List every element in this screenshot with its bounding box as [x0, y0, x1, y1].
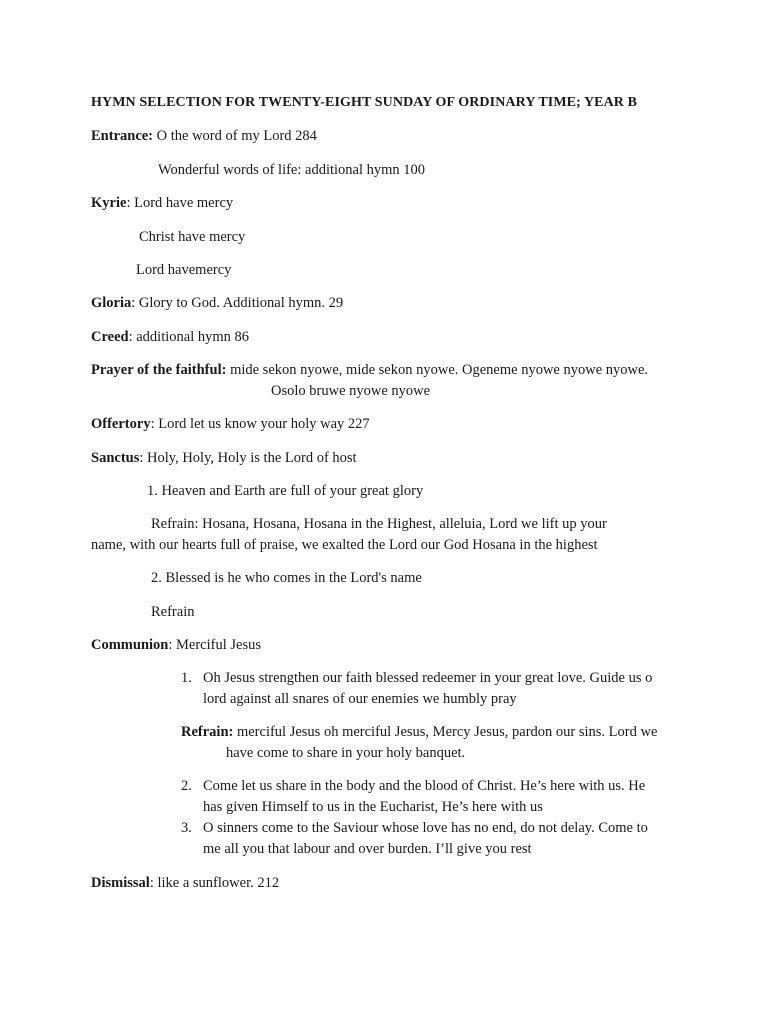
entrance-line: [91, 127, 317, 145]
sanctus-line: [91, 449, 357, 467]
communion-refrain-text: merciful Jesus oh merciful Jesus, Mercy Jesus, pardon our sins. Lord we: [233, 724, 658, 740]
sanctus-refrain: Refrain: [151, 604, 195, 620]
communion-line: [91, 636, 261, 654]
communion-item-2-line-1: Come let us share in the body and the blood of Christ. He’s here with us. He: [203, 778, 646, 794]
communion-refrain-line-1: [181, 723, 657, 741]
list-number: 3.: [181, 820, 192, 836]
prayer-line-2: Osolo bruwe nyowe nyowe: [271, 383, 431, 399]
communion-refrain-line-2: have come to share in your holy banquet.: [226, 745, 466, 761]
gloria-text: : Glory to God. Additional hymn. 29: [131, 295, 344, 311]
sanctus-refrain-line-2: name, with our hearts full of praise, we exalted the Lord our God Hosana in the highest: [91, 537, 598, 553]
offertory-text: : Lord let us know your holy way 227: [150, 416, 370, 432]
communion-item-3-line-2: me all you that labour and over burden. I’ll give you rest: [203, 841, 532, 857]
sanctus-text: : Holy, Holy, Holy is the Lord of host: [139, 450, 357, 466]
communion-refrain-label: Refrain:: [181, 724, 234, 740]
creed-label: Creed: [91, 329, 129, 345]
list-number: 2.: [181, 778, 192, 794]
kyrie-line-2: Christ have mercy: [139, 229, 246, 245]
dismissal-label: Dismissal: [91, 875, 150, 891]
offertory-label: Offertory: [91, 416, 151, 432]
dismissal-text: : like a sunflower. 212: [149, 875, 280, 891]
entrance-text: O the word of my Lord 284: [153, 128, 317, 144]
communion-item-2-line-2: has given Himself to us in the Eucharist, He’s here with us: [203, 799, 543, 815]
sanctus-label: Sanctus: [91, 450, 140, 466]
sanctus-refrain-line-1: Refrain: Hosana, Hosana, Hosana in the Highest, alleluia, Lord we lift up your: [151, 516, 607, 532]
sanctus-verse-1: 1. Heaven and Earth are full of your great glory: [147, 483, 424, 499]
kyrie-line-3: Lord havemercy: [136, 262, 232, 278]
offertory-line: [91, 415, 370, 433]
communion-item-3: [181, 819, 648, 837]
communion-item-3-line-1: O sinners come to the Saviour whose love has no end, do not delay. Come to: [203, 820, 648, 836]
communion-item-1: [181, 669, 652, 687]
kyrie-label: Kyrie: [91, 195, 127, 211]
prayer-line: [91, 361, 648, 379]
creed-text: : additional hymn 86: [128, 329, 250, 345]
prayer-label: Prayer of the faithful:: [91, 362, 227, 378]
page-title: HYMN SELECTION FOR TWENTY-EIGHT SUNDAY OF ORDINARY TIME; YEAR B: [91, 95, 638, 110]
communion-item-2: [181, 777, 645, 795]
gloria-label: Gloria: [91, 295, 132, 311]
entrance-line-2: Wonderful words of life: additional hymn 100: [158, 162, 426, 178]
prayer-text: mide sekon nyowe, mide sekon nyowe. Ogeneme nyowe nyowe nyowe.: [226, 362, 649, 378]
communion-text: : Merciful Jesus: [168, 637, 261, 653]
creed-line: [91, 328, 249, 346]
kyrie-text: : Lord have mercy: [126, 195, 234, 211]
dismissal-line: [91, 874, 279, 892]
gloria-line: [91, 294, 343, 312]
communion-item-1-line-2: lord against all snares of our enemies we humbly pray: [203, 691, 517, 707]
list-number: 1.: [181, 670, 192, 686]
sanctus-verse-2: 2. Blessed is he who comes in the Lord's name: [151, 570, 422, 586]
communion-item-1-line-1: Oh Jesus strengthen our faith blessed redeemer in your great love. Guide us o: [203, 670, 653, 686]
entrance-label: Entrance:: [91, 128, 154, 144]
communion-label: Communion: [91, 637, 169, 653]
kyrie-line: [91, 194, 233, 212]
